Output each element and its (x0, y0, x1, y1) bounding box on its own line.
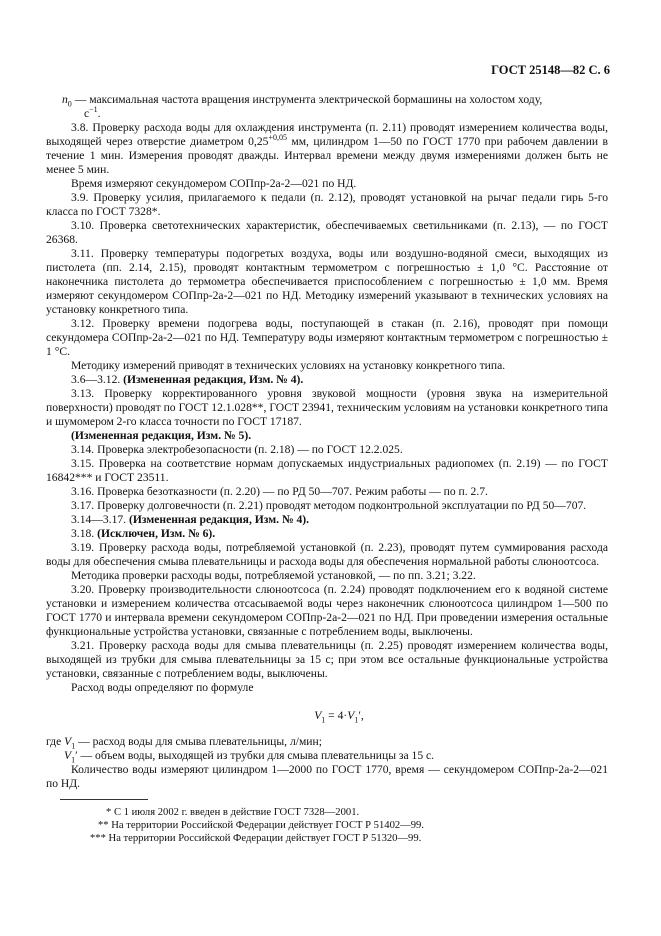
p3-8-part-b: мм, цилиндром 1—50 по ГОСТ 1770 при рабочем давлении в течение 1 мин. Измерения проводят дважды. Интервал времени между двумя измерениями должен быть не менее 5 мин. (46, 135, 608, 176)
where-v1 (46, 735, 608, 749)
where-v1-sub: 1 (71, 741, 76, 751)
footnote-3: *** На территории Российской Федерации действует ГОСТ Р 51320—99. (90, 833, 422, 844)
where-v1p-sub: 1 (71, 755, 76, 765)
paragraph-3-10: 3.10. Проверка светотехнических характеристик, обеспечиваемых светильниками (п. 2.13), — по ГОСТ 26368. (46, 219, 608, 246)
paragraph-3-11: 3.11. Проверку температуры подогретых воздуха, воды или воздушно-водяной смеси, выходящих из пистолета (пп. 2.14, 2.15), проводят контактным термометром с погрешностью ± 1,0 °С. Расстояние от наконечника пистолета до термометра обеспечивается приспособлением с погрешностью ± 1,0 мм. Время измеряют секундомером СОПпр-2а-2—021 по НД. Методику измерений указывают в технических условиях на установку конкретного типа. (46, 247, 608, 316)
formula-eq: = 4· (325, 709, 348, 722)
paragraph-3-12-method: Методику измерений приводят в технических условиях на установку конкретного типа. (71, 359, 506, 372)
paragraph-3-19-method: Методика проверки расходы воды, потребляемой установкой, — по пп. 3.21; 3.22. (71, 569, 476, 582)
footnote-divider (60, 799, 148, 800)
page-header: ГОСТ 25148—82 С. 6 (491, 63, 610, 77)
footnote-1: * С 1 июля 2002 г. введен в действие ГОСТ 7328—2001. (106, 807, 360, 818)
revision-note: (Исключен, Изм. № 6). (97, 527, 216, 540)
revision-number: 3.14—3.17. (71, 513, 129, 526)
paragraph-3-13-revision (46, 429, 608, 443)
where-v1-prime (46, 749, 608, 763)
formula (70, 709, 608, 723)
n0-unit-end: . (97, 107, 101, 120)
paragraph-3-8 (46, 121, 608, 177)
formula-rhs-sub: 1 (354, 715, 359, 725)
n0-definition (46, 93, 608, 121)
paragraph-3-21-formula-intro: Расход воды определяют по формуле (71, 681, 254, 694)
p3-8-tolerance: +0,05 (268, 133, 287, 143)
paragraph-3-9: 3.9. Проверку усилия, прилагаемого к педали (п. 2.12), проводят установкой на рычаг педали гирь 5-го класса по ГОСТ 7328*. (46, 191, 608, 218)
paragraph-3-18 (46, 527, 608, 541)
paragraph-final: Количество воды измеряют цилиндром 1—2000 по ГОСТ 1770, время — секундомером СОПпр-2а-2—021 по НД. (46, 763, 608, 790)
paragraph-3-19: 3.19. Проверку расхода воды, потребляемой установкой (п. 2.23), проводят путем суммирования расхода воды для обеспечения смыва плевательницы и расхода воды для обеспечения нормальной работы слюноотсоса. (46, 541, 608, 568)
formula-rhs: V (347, 709, 355, 722)
revision-number: 3.18. (71, 527, 98, 540)
where-v1p-prime: ′ (75, 749, 78, 762)
revision-number: 3.6—3.12. (71, 373, 124, 386)
paragraph-3-15: 3.15. Проверка на соответствие нормам допускаемых индустриальных радиопомех (п. 2.19) — по ГОСТ 16842*** и ГОСТ 23511. (46, 457, 608, 484)
revision-note: (Измененная редакция, Изм. № 4). (128, 513, 310, 526)
paragraph-3-8-time: Время измеряют секундомером СОПпр-2а-2—021 по НД. (71, 177, 357, 190)
formula-rhs-tail: ′, (358, 709, 364, 722)
where-v1p-text: — объем воды, выходящей из трубки для смыва плевательницы за 15 с. (77, 749, 435, 762)
paragraph-3-16: 3.16. Проверка безотказности (п. 2.20) — по РД 50—707. Режим работы — по п. 2.7. (71, 485, 488, 498)
paragraph-3-13: 3.13. Проверку корректированного уровня звуковой мощности (уровня звука на измерительной поверхности) проводят по ГОСТ 12.1.028**, ГОСТ 23941, техническим условиям на установки конкретного типа и шумомером 2-го класса точности по ГОСТ 17187. (46, 387, 608, 428)
revision-note: (Измененная редакция, Изм. № 4). (123, 373, 304, 386)
formula-lhs: V (314, 709, 322, 722)
where-v1-symbol: V (64, 735, 72, 748)
where-v1p-symbol: V (64, 749, 72, 762)
paragraph-3-21: 3.21. Проверку расхода воды для смыва плевательницы (п. 2.25) проводят измерением количества воды, выходящей из трубки для смыва плевательницы за 15 с; при этом все остальные функциональные устройства установки, связанные с потреблением воды, выключены. (46, 639, 608, 680)
n0-unit-sup: −1 (89, 105, 98, 115)
paragraph-3-20: 3.20. Проверку производительности слюноотсоса (п. 2.24) проводят подключением его к водяной системе установки и измерением количества отсасываемой воды через наконечник слюноотсоса цилиндром 1—500 по ГОСТ 1770 и интервала времени секундомером СОПпр-2а-2—021 по НД. При проведении измерения остальные функциональные устройства установки, связанные с потреблением воды, выключены. (46, 583, 608, 638)
n0-symbol: n (62, 93, 68, 106)
paragraph-3-14-3-17-revision (46, 513, 608, 527)
paragraph-3-12: 3.12. Проверку времени подогрева воды, поступающей в стакан (п. 2.16), проводят при помощи секундомера СОПпр-2а-2—021 по НД. Температуру воды измеряют контактным термометром с погрешностью ± 1 °С. (46, 317, 608, 358)
footnote-2: ** На территории Российской Федерации действует ГОСТ Р 51402—99. (98, 820, 425, 831)
paragraph-3-6-3-12-revision (46, 373, 608, 387)
n0-unit: с (84, 107, 90, 120)
formula-lhs-sub: 1 (321, 715, 326, 725)
n0-text: — максимальная частота вращения инструмента электрической бормашины на холостом ходу, (71, 93, 543, 106)
paragraph-3-17: 3.17. Проверку долговечности (п. 2.21) проводят методом подконтрольной эксплуатации по РД 50—707. (71, 499, 587, 512)
document-body (46, 93, 608, 845)
where-lead: где (46, 735, 65, 748)
paragraph-3-14: 3.14. Проверка электробезопасности (п. 2.18) — по ГОСТ 12.2.025. (71, 443, 403, 456)
p3-8-part-a: 3.8. Проверку расхода воды для охлаждения инструмента (п. 2.11) проводят измерением количества воды, выходящей через отверстие диаметром 0,25 (46, 121, 608, 148)
n0-sub: 0 (67, 99, 72, 109)
where-v1-text: — расход воды для смыва плевательницы, л/мин; (75, 735, 322, 748)
revision-note: (Измененная редакция, Изм. № 5). (71, 429, 252, 442)
